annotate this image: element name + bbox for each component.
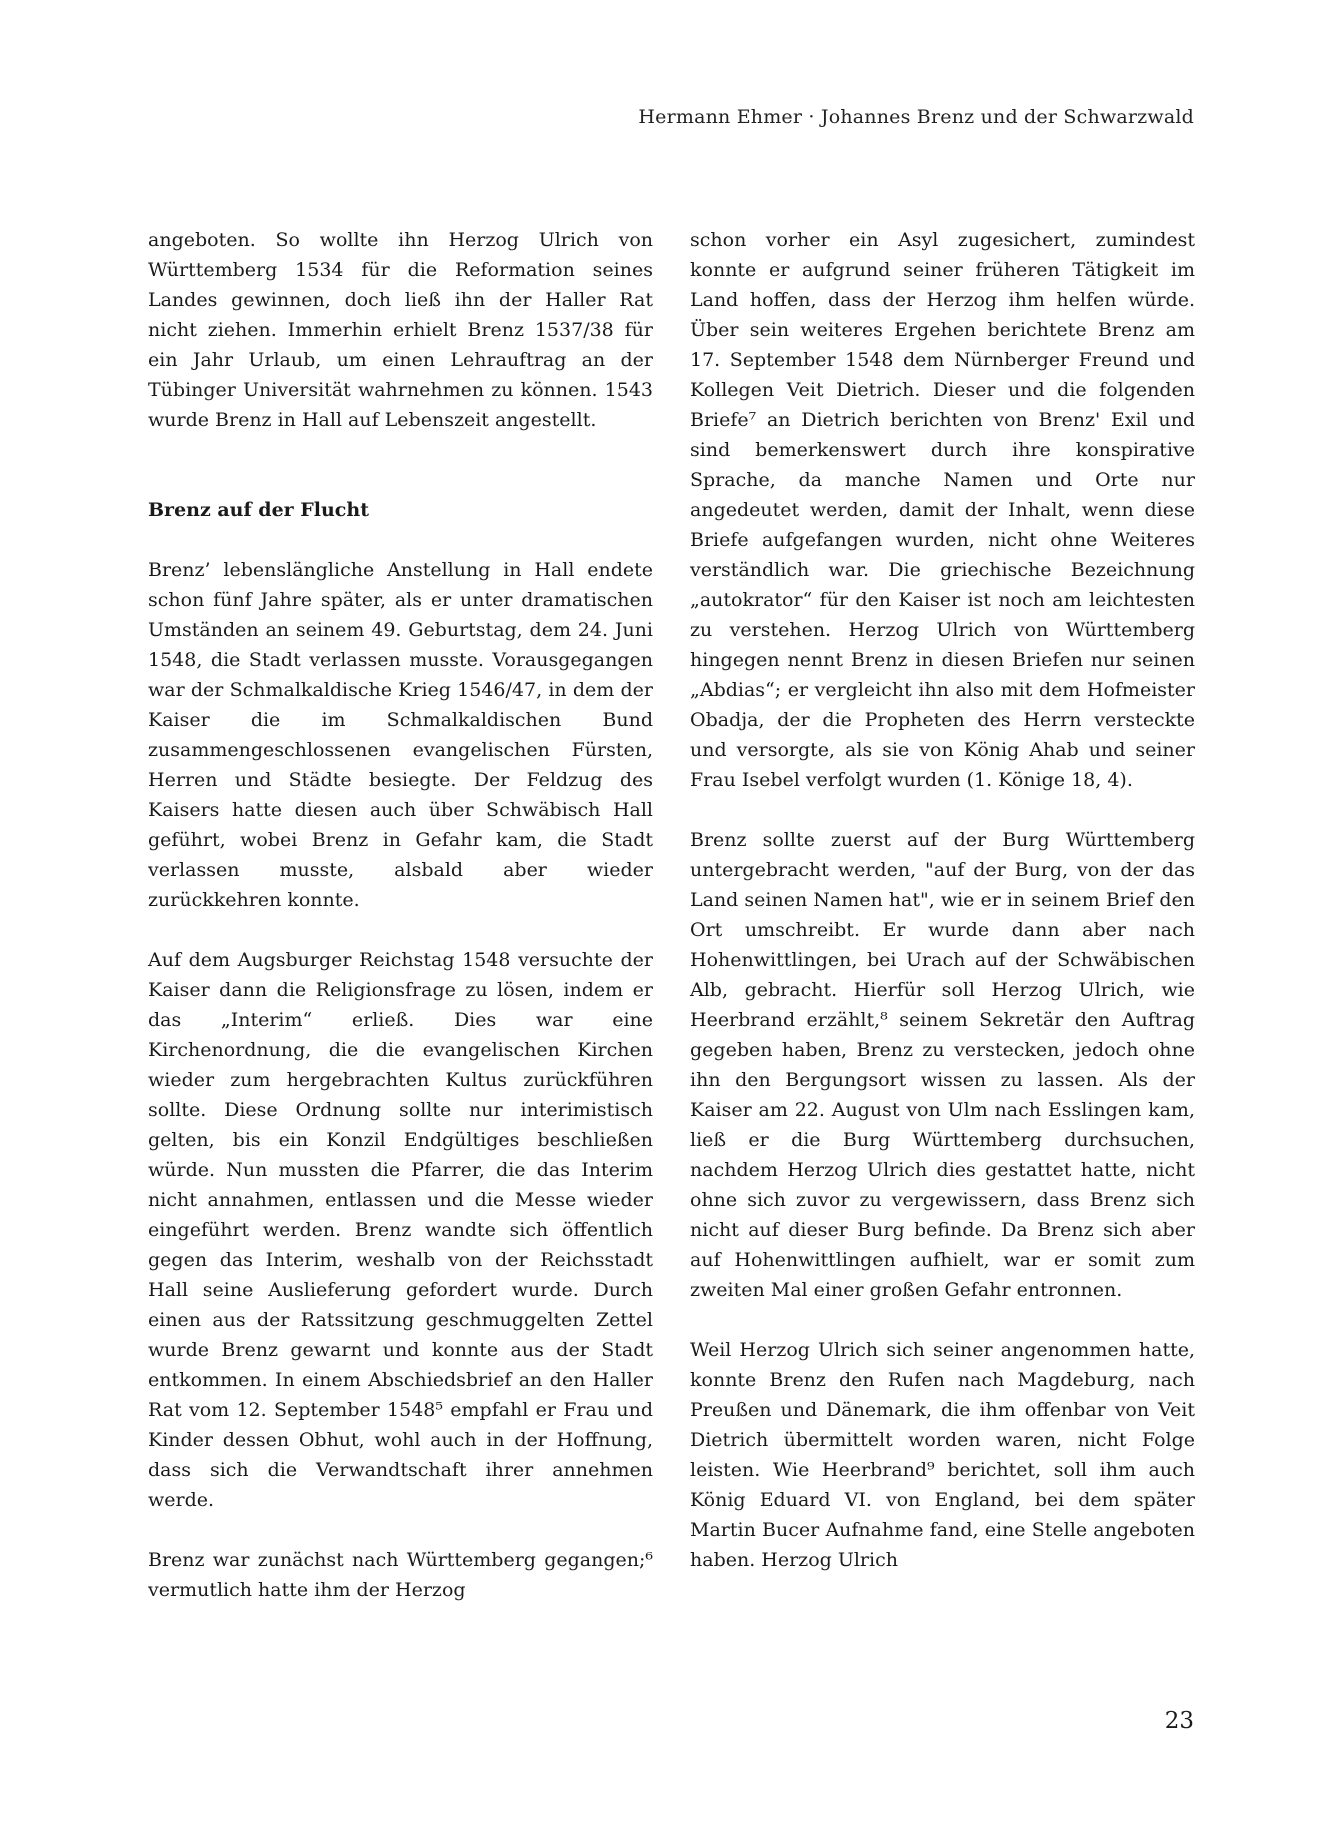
paragraph: Brenz’ lebenslängliche Anstellung in Hall endete schon fünf Jahre später, als er unter dramatischen Umständen an seinem 49. Geburtstag, dem 24. Juni 1548, die Stadt verlassen musste. Vorausgegangen war der Schmalkaldische Krieg 1546/47, in dem der Kaiser die im Schmalkaldischen Bund zusammengeschlossenen evangelischen Fürsten, Herren und Städte besiegte. Der Feldzug des Kaisers hatte diesen auch über Schwäbisch Hall geführt, wobei Brenz in Gefahr kam, die Stadt verlassen musste, alsbald aber wieder zurückkehren konnte. bbox=[148, 559, 653, 911]
right-column bbox=[690, 225, 1195, 1605]
paragraph: schon vorher ein Asyl zugesichert, zumindest konnte er aufgrund seiner früheren Tätigkeit im Land hoffen, dass der Herzog ihm helfen würde. Über sein weiteres Ergehen berichtete Brenz am 17. September 1548 dem Nürnberger Freund und Kollegen Veit Dietrich. Dieser und die folgenden Briefe⁷ an Dietrich berichten von Brenz' Exil und sind bemerkenswert durch ihre konspirative Sprache, da manche Namen und Orte nur angedeutet werden, damit der Inhalt, wenn diese Briefe aufgefangen wurden, nicht ohne Weiteres verständlich war. Die griechische Bezeichnung „autokrator“ für den Kaiser ist noch am leichtesten zu verstehen. Herzog Ulrich von Württemberg hingegen nennt Brenz in diesen Briefen nur seinen „Abdias“; er vergleicht ihn also mit dem Hofmeister Obadja, der die Propheten des Herrn versteckte und versorgte, als sie von König Ahab und seiner Frau Isebel verfolgt wurden (1. Könige 18, 4). bbox=[690, 229, 1195, 791]
paragraph: angeboten. So wollte ihn Herzog Ulrich von Württemberg 1534 für die Reformation seines Landes gewinnen, doch ließ ihn der Haller Rat nicht ziehen. Immerhin erhielt Brenz 1537/38 für ein Jahr Urlaub, um einen Lehrauftrag an der Tübinger Universität wahrnehmen zu können. 1543 wurde Brenz in Hall auf Lebenszeit angestellt. bbox=[148, 229, 653, 431]
left-column bbox=[148, 225, 653, 1635]
paragraph: Brenz sollte zuerst auf der Burg Württemberg untergebracht werden, "auf der Burg, von der das Land seinen Namen hat", wie er in seinem Brief den Ort umschreibt. Er wurde dann aber nach Hohenwittlingen, bei Urach auf der Schwäbischen Alb, gebracht. Hierfür soll Herzog Ulrich, wie Heerbrand erzählt,⁸ seinem Sekretär den Auftrag gegeben haben, Brenz zu verstecken, jedoch ohne ihn den Bergungsort wissen zu lassen. Als der Kaiser am 22. August von Ulm nach Esslingen kam, ließ er die Burg Württemberg durchsuchen, nachdem Herzog Ulrich dies gestattet hatte, nicht ohne sich zuvor zu vergewissern, dass Brenz sich nicht auf dieser Burg befinde. Da Brenz sich aber auf Hohenwittlingen aufhielt, war er somit zum zweiten Mal einer großen Gefahr entronnen. bbox=[690, 829, 1195, 1301]
page-number: 23 bbox=[1164, 1708, 1194, 1734]
paragraph: Auf dem Augsburger Reichstag 1548 versuchte der Kaiser dann die Religionsfrage zu lösen, indem er das „Interim“ erließ. Dies war eine Kirchenordnung, die die evangelischen Kirchen wieder zum hergebrachten Kultus zurückführen sollte. Diese Ordnung sollte nur interimistisch gelten, bis ein Konzil Endgültiges beschließen würde. Nun mussten die Pfarrer, die das Interim nicht annahmen, entlassen und die Messe wieder eingeführt werden. Brenz wandte sich öffentlich gegen das Interim, weshalb von der Reichsstadt Hall seine Auslieferung gefordert wurde. Durch einen aus der Ratssitzung geschmuggelten Zettel wurde Brenz gewarnt und konnte aus der Stadt entkommen. In einem Abschiedsbrief an den Haller Rat vom 12. September 1548⁵ empfahl er Frau und Kinder dessen Obhut, wohl auch in der Hoffnung, dass sich die Verwandtschaft ihrer annehmen werde. bbox=[148, 949, 653, 1511]
section-heading: Brenz auf der Flucht bbox=[148, 499, 369, 521]
running-head: Hermann Ehmer · Johannes Brenz und der Schwarzwald bbox=[638, 106, 1194, 128]
paragraph: Weil Herzog Ulrich sich seiner angenommen hatte, konnte Brenz den Rufen nach Magdeburg, nach Preußen und Dänemark, die ihm offenbar von Veit Dietrich übermittelt worden waren, nicht Folge leisten. Wie Heerbrand⁹ berichtet, soll ihm auch König Eduard VI. von England, bei dem später Martin Bucer Aufnahme fand, eine Stelle angeboten haben. Herzog Ulrich bbox=[690, 1339, 1195, 1571]
paragraph: Brenz war zunächst nach Württemberg gegangen;⁶ vermutlich hatte ihm der Herzog bbox=[148, 1549, 653, 1601]
